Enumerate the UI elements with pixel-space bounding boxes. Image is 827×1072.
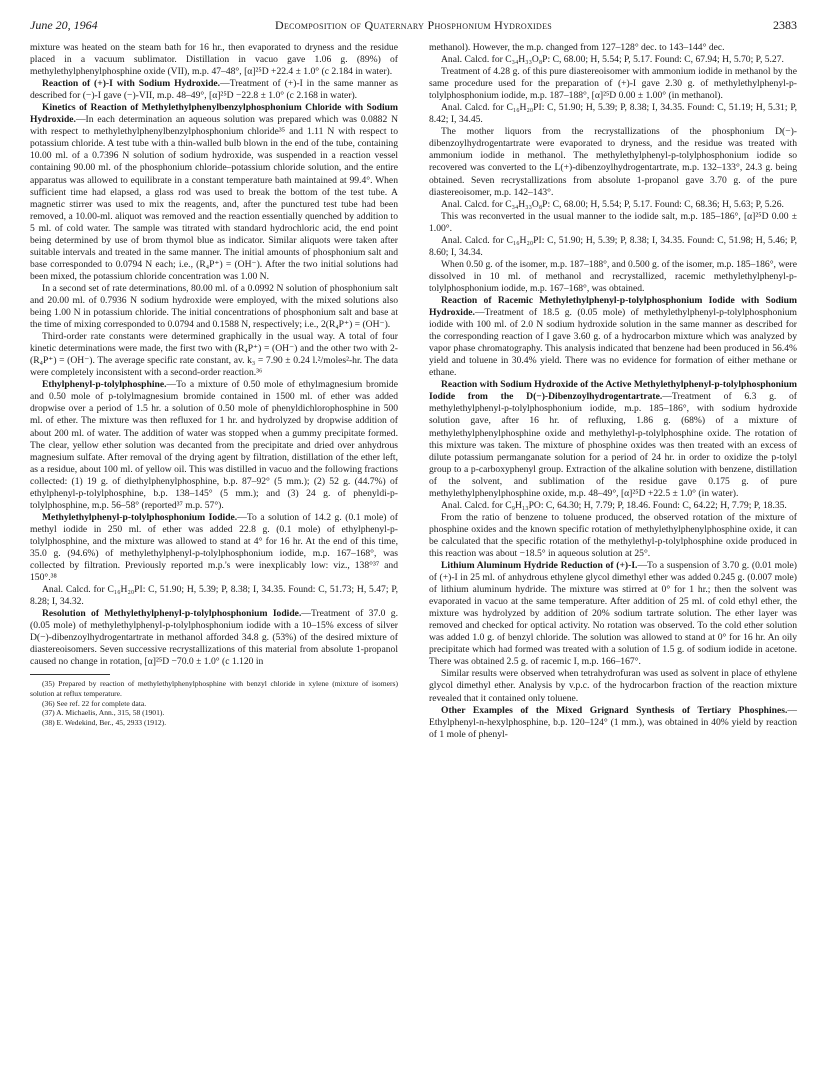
section-heading: Reaction of Racemic Methylethylphenyl-p-tolylphosphonium Iodide with Sodium Hydroxide. — [429, 294, 797, 319]
paragraph-text: Anal. Calcd. for C₉H₁₃PO: C, 64.30; H, 7.79; P, 18.46. Found: C, 64.22; H, 7.79; P, 18.35. — [441, 499, 787, 511]
paragraph-text: —Treatment of 6.3 g. of methylethylphenyl-p-tolylphosphonium iodide, m.p. 185–186°, with sodium hydroxide solution gave, after 16 hr. of refluxing, 1.86 g. (68%) of a mixture of methylethylphenylphosphine oxide and methylethyl-p-tolylphosphine oxide. The rotation of this mixture was taken. The mixture of phosphine oxides was then treated with an excess of dilute potassium permanganate solution for a period of 24 hr. in order to oxidize the p-tolyl group to a p-carboxyphenyl group. Extraction of the alkaline solution with benzene, distillation of the solvent, and sublimation of the residue gave 0.175 g. of pure methylethylphenylphosphine oxide, m.p. 48–49°, [α]²⁵D +22.5 ± 1.0° (in water). — [429, 391, 797, 499]
header-title: Decomposition of Quaternary Phosphonium Hydroxides — [274, 18, 553, 32]
paragraph-text: This was reconverted in the usual manner to the iodide salt, m.p. 185–186°, [α]²⁵D 0.00 ± 1.00°. — [429, 210, 797, 234]
footnote: (38) E. Wedekind, Ber., 45, 2933 (1912). — [42, 717, 167, 727]
footnote: (37) A. Michaelis, Ann., 315, 58 (1901). — [42, 708, 165, 718]
paragraph — [30, 379, 398, 512]
paragraph — [429, 66, 797, 102]
section-heading: Resolution of Methylethylphenyl-p-tolylphosphonium Iodide. — [42, 608, 302, 620]
paragraph — [429, 235, 797, 259]
paragraph-text: In a second set of rate determinations, 80.00 ml. of a 0.0992 N solution of phosphonium salt and 20.00 ml. of 0.7936 N sodium hydroxide were employed, with the mixed solutions also being 1.00 N in potassium chloride. The initial concentrations of phosphonium salt and base at the time of mixing corresponded to 0.0794 and 0.1588 N, respectively; i.e., 2(R₄P⁺) = (OH⁻). — [30, 282, 398, 331]
paragraph — [429, 500, 797, 512]
paragraph-text: methanol). However, the m.p. changed from 127–128° dec. to 143–144° dec. — [429, 42, 725, 53]
left-column — [30, 42, 398, 727]
footnote: (36) See ref. 22 for complete data. — [42, 698, 147, 708]
paragraph — [30, 283, 398, 331]
paragraph — [30, 331, 398, 379]
paragraph — [429, 199, 797, 211]
paragraph — [429, 668, 797, 704]
paragraph-text: Anal. Calcd. for C₁₆H₂₀PI: C, 51.90; H, 5.39; P, 8.38; I, 34.35. Found: C, 51.98; H, 5.46; P, 8.60; I, 34.34. — [429, 234, 797, 258]
section-heading: Ethylphenyl-p-tolylphosphine. — [42, 379, 167, 391]
paragraph-text: —To a solution of 14.2 g. (0.1 mole) of methyl iodide in 250 ml. of ether was added 22.8 g. (0.1 mole) of ethylphenyl-p-tolylphosphine, and the mixture was allowed to stand at 4° for 16 hr. At the end of this time, 35.0 g. (94.6%) of methylethylphenyl-p-tolylphosphonium iodide, m.p. 167–168°, was collected by filtration. Previously reported m.p.'s were inexplicably low: viz., 138°³⁷ and 150°.³⁸ — [30, 511, 398, 584]
paragraph — [30, 584, 398, 608]
paragraph — [429, 560, 797, 668]
paragraph-text: —To a mixture of 0.50 mole of ethylmagnesium bromide and 0.50 mole of p-tolylmagnesium bromide contained in 1500 ml. of ether was added dropwise over a period of 1.5 hr. a solution of 0.50 mole of phenyldichlorophosphine in 500 ml. of ether. The mixture was then refluxed for 1 hr. and hydrolyzed by dropwise addition of about 200 ml. of water. The addition of water was stopped when a gummy precipitate formed. The clear, yellow ether solution was decanted from the precipitate and dried over anhydrous magnesium sulfate. After removal of the drying agent by filtration, distillation of the ether left, as a residue, about 100 ml. of yellow oil. This was distilled in vacuo and the following fractions collected: (1) 19 g. of diethylphenylphosphine, b.p. 87–92° (5 mm.); (2) 52 g. (44.7%) of ethylphenyl-p-tolylphosphine, b.p. 138–145° (5 mm.); and (3) 24 g. of phenyldi-p-tolylphosphine, m.p. 56–58° (reported³⁷ m.p. 57°). — [30, 379, 398, 511]
section-heading: Lithium Aluminum Hydride Reduction of (+)-I. — [441, 560, 638, 572]
paragraph — [429, 259, 797, 295]
section-heading: Reaction of (+)-I with Sodium Hydroxide. — [42, 78, 221, 90]
paragraph-text: mixture was heated on the steam bath for 16 hr., then evaporated to dryness and the residue placed in a vacuum sublimator. Distillation in vacuo gave 1.06 g. (89%) of methylethylphenylphosphine oxide (VII), m.p. 47–48°, [α]²⁵D +22.4 ± 1.0° (c 2.184 in water). — [30, 42, 398, 78]
paragraph — [30, 608, 398, 668]
paragraph — [429, 379, 797, 499]
footnote: (35) Prepared by reaction of methylethylphenylphosphine with benzyl chloride in xylene (mixture of isomers) solution at reflux temperature. — [30, 679, 398, 699]
paragraph-text: When 0.50 g. of the isomer, m.p. 187–188°, and 0.500 g. of the isomer, m.p. 185–186°, were dissolved in 10 ml. of methanol and recrystallized, racemic methylethylphenyl-p-tolylphosphonium iodide, m.p. 167–168°, was obtained. — [429, 258, 797, 294]
paragraph — [429, 102, 797, 126]
paragraph — [429, 705, 797, 741]
section-heading: Kinetics of Reaction of Methylethylphenylbenzylphosphonium Chloride with Sodium Hydroxide. — [30, 102, 398, 126]
right-column — [429, 42, 797, 741]
paragraph — [429, 211, 797, 235]
footnote-divider — [30, 674, 110, 675]
paragraph — [30, 102, 398, 283]
paragraph — [429, 54, 797, 66]
running-header — [30, 18, 797, 34]
paragraph-text: Third-order rate constants were determined graphically in the usual way. A total of four kinetic determinations were made, the first two with (R₄P⁺) = (OH⁻) and the other two with 2-(R₄P⁺) = (OH⁻). The average specific rate constant, av. k₃ = 7.90 ± 0.24 l.²/moles²-hr. The data were completely inconsistent with a second-order reaction.³⁶ — [30, 331, 398, 379]
paragraph — [429, 42, 797, 54]
paragraph-text: From the ratio of benzene to toluene produced, the observed rotation of the mixture of phosphine oxides and the known specific rotation of methylethylphenylphosphine oxide, it can be calculated that the specific rotation of the methylethyl-p-tolylphosphine oxide produced in this reaction was about −18.5° in aqueous solution at 25°. — [429, 511, 797, 559]
page-number: 2383 — [773, 18, 797, 32]
paragraph-text: Anal. Calcd. for C₃₄H₃₃O₈P: C, 68.00; H, 5.54; P, 5.17. Found: C, 67.94; H, 5.70; P, 5.27. — [441, 54, 784, 66]
paragraph-text: —To a suspension of 3.70 g. (0.01 mole) of (+)-I in 25 ml. of anhydrous ethylene glycol dimethyl ether was added 0.245 g. (0.007 mole) of lithium aluminum hydride. The mixture was stirred at 0° for 1 hr.; then the solvent was evaporated in vacuo at the same temperature. After addition of 25 ml. of cold ethyl ether, the mixture was hydrolyzed by addition of 20% sodium tartrate solution. The ether layer was removed and checked for optical activity. No rotation was observed. To the cold ether solution was added 1.0 g. of benzyl chloride. The solution was allowed to stand at 0° for 16 hr. An oily precipitate which had formed was treated with a solution of 1.5 g. of sodium iodide in acetone. There was obtained 2.5 g. of racemic I, m.p. 166–167°. — [429, 560, 797, 668]
paragraph-text: Anal. Calcd. for C₁₆H₂₀PI: C, 51.90; H, 5.39; P, 8.38; I, 34.35. Found: C, 51.73; H, 5.47; P, 8.28; I, 34.32. — [30, 584, 398, 608]
paragraph-text: Anal. Calcd. for C₁₆H₂₀PI: C, 51.90; H, 5.39; P, 8.38; I, 34.35. Found: C, 51.19; H, 5.31; P, 8.42; I, 34.45. — [429, 102, 797, 126]
paragraph-text: —Treatment of 18.5 g. (0.05 mole) of methylethylphenyl-p-tolylphosphonium iodide with 100 ml. of 2.0 N sodium hydroxide solution in the same manner as described for the corresponding reaction of I gave 3.60 g. of a hydrocarbon mixture which was analyzed by vapor phase chromatography. This analysis indicated that benzene had been produced in 56.4% yield and toluene in 30.4% yield. There was no evidence for formation of either methane or ethane. — [429, 307, 797, 379]
paragraph-text: Treatment of 4.28 g. of this pure diastereoisomer with ammonium iodide in methanol by the same procedure used for the preparation of (+)-I gave 2.30 g. of methylethylphenyl-p-tolylphosphonium iodide, m.p. 187–188°, [α]²⁵D 0.00 ± 1.00° (in methanol). — [429, 66, 797, 102]
paragraph-text: —In each determination an aqueous solution was prepared which was 0.0882 N with respect to methylethylphenylbenzylphosphonium chloride³⁵ and 1.11 N with respect to potassium chloride. A test tube with a thin-walled bulb blown in the end of the tube, containing 10.00 ml. of a 0.7396 N solution of sodium hydroxide, was suspended in a reaction vessel containing 90.00 ml. of the phosphonium chloride–potassium chloride solution, and the entire apparatus was allowed to equilibrate in a constant temperature bath maintained at 99.4°. When sufficient time had elapsed, a glass rod was used to break the bottom of the test tube. A magnetic stirrer was used to mix the reagents, and, after the punctured test tube had been removed, a 10.00-ml. aliquot was removed and the reaction essentially quenched by addition to 5 ml. of cold water. The sample was titrated with standard hydrochloric acid, the end point being determined by use of brom thymol blue as indicator. Similar aliquots were taken after suitable intervals and treated in the same manner. The initial amounts of phosphonium salt and base corresponded to 0.0794 N each; i.e., (R₄P⁺) = (OH⁻). After the two initial solutions had been mixed, the potassium chloride concentration was 1.00 N. — [30, 114, 398, 282]
paragraph-text: —Treatment of (+)-I in the same manner as described for (−)-I gave (−)-VII, m.p. 48–49°, [α]²⁵D −22.8 ± 1.0° (c 2.168 in water). — [30, 78, 398, 102]
paragraph-text: Anal. Calcd. for C₃₄H₃₃O₈P: C, 68.00; H, 5.54; P, 5.17. Found: C, 68.36; H, 5.63; P, 5.26. — [441, 198, 784, 210]
paragraph — [429, 512, 797, 560]
paragraph-text: Similar results were observed when tetrahydrofuran was used as solvent in place of ethylene glycol dimethyl ether. Analysis by v.p.c. of the hydrocarbon fraction of the reaction mixture revealed that it contained only toluene. — [429, 668, 797, 704]
section-heading: Reaction with Sodium Hydroxide of the Active Methylethylphenyl-p-tolylphosphonium Iodide from the D(−)-Dibenzoylhydrogentartrate. — [429, 379, 797, 403]
paragraph-text: The mother liquors from the recrystallizations of the phosphonium D(−)-dibenzoylhydrogentartrate were evaporated to dryness, and the residue was treated with ammonium iodide in methanol. The methylethylphenyl-p-tolylphosphonium iodide so recovered was converted to the L(+)-dibenzoylhydrogentartrate, m.p. 132–133°, 24.3 g. being obtained. Seven recrystallizations from absolute 1-propanol gave 3.70 g. of the pure diastereoisomer, m.p. 142–143°. — [429, 126, 797, 198]
paragraph — [30, 512, 398, 584]
section-heading: Other Examples of the Mixed Grignard Synthesis of Tertiary Phosphines. — [441, 704, 788, 716]
paragraph — [30, 78, 398, 102]
paragraph — [429, 295, 797, 379]
paragraph-text: —Treatment of 37.0 g. (0.05 mole) of methylethylphenyl-p-tolylphosphonium iodide with a 10–15% excess of silver D(−)-dibenzoylhydrogentartrate in methanol afforded 34.8 g. (53%) of the desired mixture of diastereoisomers. Seven successive recrystallizations of this material from absolute 1-propanol caused no change in rotation, [α]²⁵D −70.0 ± 1.0° (c 1.120 in — [30, 608, 398, 668]
paragraph-text: —Ethylphenyl-n-hexylphosphine, b.p. 120–124° (1 mm.), was obtained in 40% yield by reaction of 1 mole of phenyl- — [429, 704, 797, 740]
paragraph — [30, 42, 398, 78]
paragraph — [429, 126, 797, 198]
section-heading: Methylethylphenyl-p-tolylphosphonium Iodide. — [42, 511, 238, 523]
header-date: June 20, 1964 — [30, 18, 98, 32]
